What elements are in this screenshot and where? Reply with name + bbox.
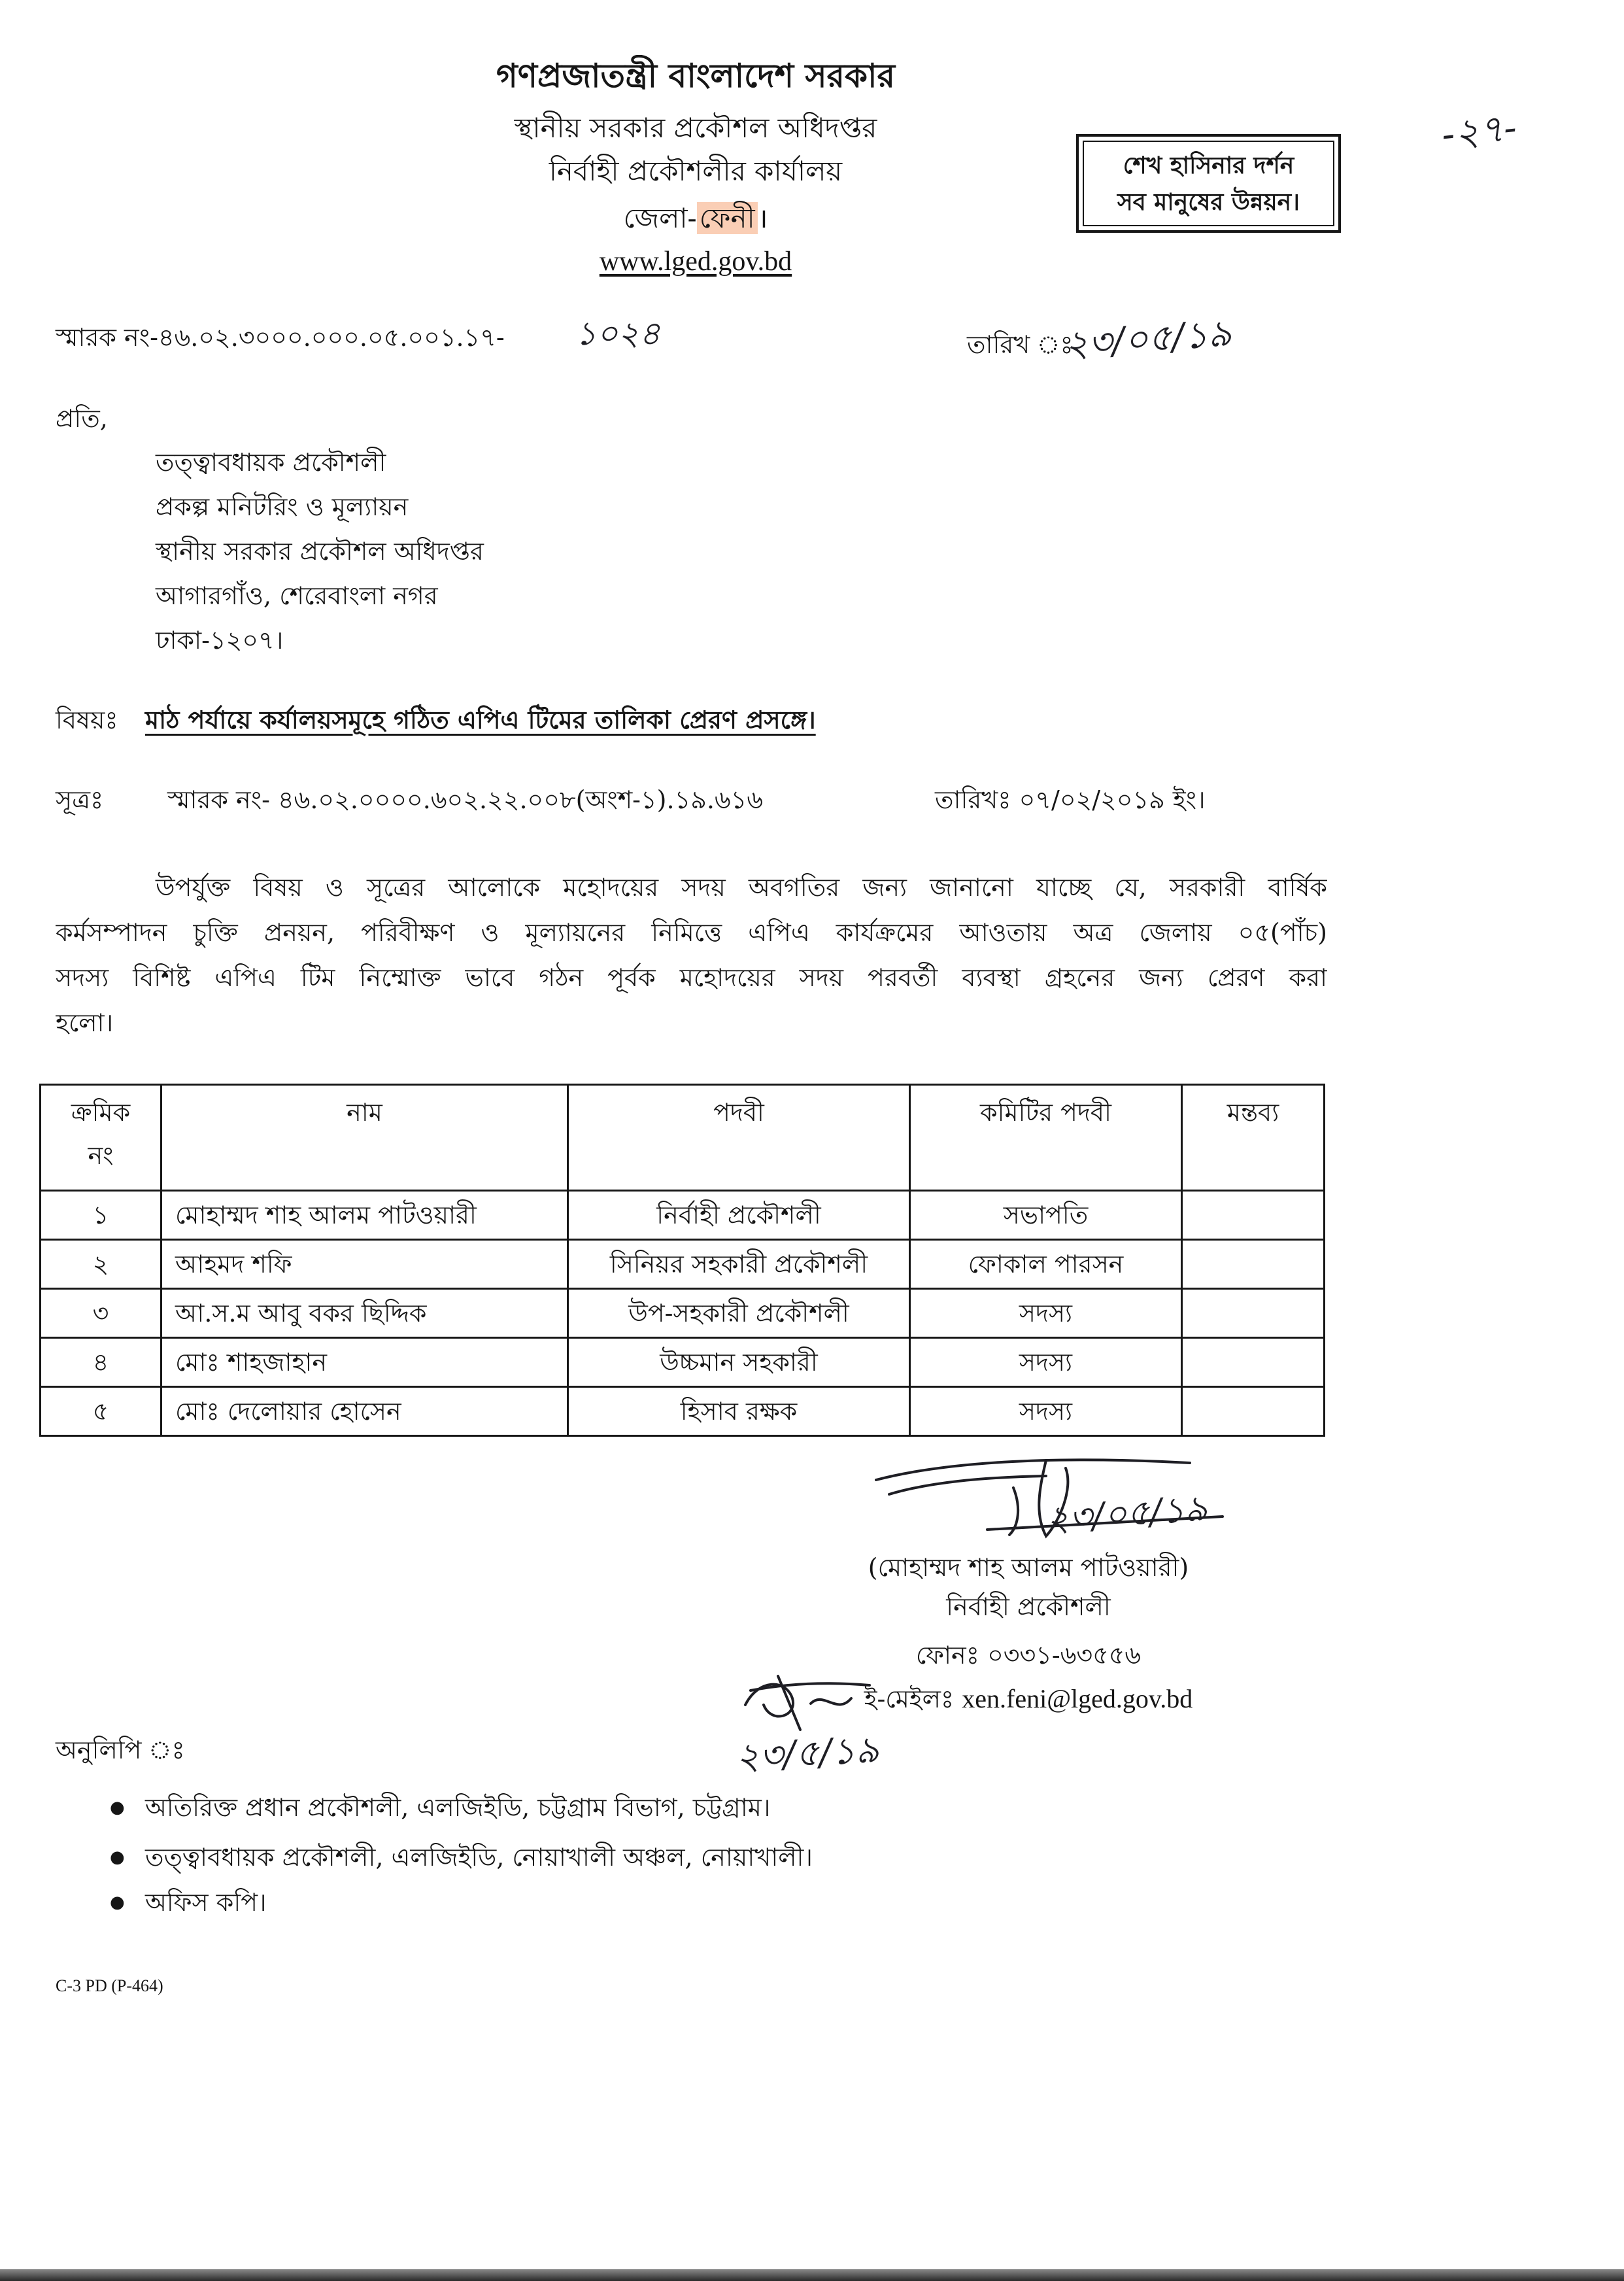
email-address: xen.feni@lged.gov.bd [962, 1684, 1193, 1713]
body-paragraph [56, 865, 1327, 1046]
cell-serial: ৩ [41, 1289, 161, 1338]
cell-remarks [1182, 1240, 1325, 1289]
office-name: নির্বাহী প্রকৌশলীর কার্যালয় [549, 155, 843, 187]
cell-designation: নির্বাহী প্রকৌশলী [568, 1191, 910, 1240]
subject-text: মাঠ পর্যায়ে কর্যালয়সমূহে গঠিত এপিএ টিমের তালিকা প্রেরণ প্রসঙ্গে। [145, 705, 816, 734]
website-link: www.lged.gov.bd [599, 247, 792, 277]
cell-name: মোঃ দেলোয়ার হোসেন [161, 1387, 568, 1436]
table-row [41, 1240, 1325, 1289]
cell-committee-role: সভাপতি [910, 1191, 1182, 1240]
body-line: উপর্যুক্ত বিষয় ও সূত্রের আলোকে মহোদয়ের সদয় অবগতির জন্য জানানো যাচ্ছে যে, সরকারী বার্ষিক [156, 873, 1327, 902]
table-row [41, 1387, 1325, 1436]
table-row [41, 1338, 1325, 1387]
header-designation: পদবী [568, 1085, 910, 1191]
cell-committee-role: সদস্য [910, 1338, 1182, 1387]
cell-remarks [1182, 1338, 1325, 1387]
email-label: ই-মেইলঃ [864, 1685, 955, 1713]
copy-to-item: অতিরিক্ত প্রধান প্রকৌশলী, এলজিইডি, চট্টগ্রাম বিভাগ, চট্টগ্রাম। [145, 1793, 771, 1822]
district-line [369, 199, 1023, 238]
copy-to-label: অনুলিপি ঃ [56, 1736, 185, 1764]
body-line: কর্মসম্পাদন চুক্তি প্রনয়ন, পরিবীক্ষণ ও মূল্যায়নের নিমিত্তে এপিএ কার্যক্রমের আওতায় অত্র জেলায় ০৫(পাঁচ) [56, 918, 1327, 947]
signature-date-handwritten: ২৩/০৫/১৯ [1045, 1487, 1209, 1540]
header-serial: ক্রমিক নং [41, 1085, 161, 1191]
cell-serial: ১ [41, 1191, 161, 1240]
cell-committee-role: সদস্য [910, 1289, 1182, 1338]
table-row [41, 1289, 1325, 1338]
district-suffix: । [757, 202, 768, 234]
cell-serial: ৫ [41, 1387, 161, 1436]
recipient-line: ঢাকা-১২০৭। [156, 626, 284, 655]
district-prefix: জেলা- [623, 202, 697, 234]
bullet-icon: ● [110, 1893, 125, 1912]
signatory-title: নির্বাহী প্রকৌশলী [946, 1592, 1111, 1621]
slogan-line-1: শেখ হাসিনার দর্শন [1123, 151, 1294, 179]
cell-name: আ.স.ম আবু বকর ছিদ্দিক [161, 1289, 568, 1338]
date-label: তারিখ ঃ [967, 330, 1074, 359]
slogan-line-2: সব মানুষের উন্নয়ন। [1117, 188, 1300, 216]
date-handwritten: ২৩/০৫/১৯ [1063, 312, 1233, 366]
cell-serial: ৪ [41, 1338, 161, 1387]
cell-name: মোহাম্মদ শাহ আলম পাটওয়ারী [161, 1191, 568, 1240]
salutation: প্রতি, [56, 404, 108, 433]
cell-name: মোঃ শাহজাহান [161, 1338, 568, 1387]
form-code: C-3 PD (P-464) [56, 1976, 163, 1995]
cell-designation: সিনিয়র সহকারী প্রকৌশলী [568, 1240, 910, 1289]
scan-edge-shadow [0, 2269, 1624, 2281]
recipient-line: তত্ত্বাবধায়ক প্রকৌশলী [156, 448, 386, 477]
body-line: সদস্য বিশিষ্ট এপিএ টিম নিম্মোক্ত ভাবে গঠন পূর্বক মহোদয়ের সদয় পরবর্তী ব্যবস্থা গ্রহনের জন্য প্রেরণ করা [56, 963, 1327, 992]
subject-label: বিষয়ঃ [56, 706, 118, 734]
memo-number-handwritten: ১০২৪ [575, 315, 660, 352]
cell-remarks [1182, 1289, 1325, 1338]
slogan-box-inner-border [1083, 141, 1334, 226]
cell-designation: উচ্চমান সহকারী [568, 1338, 910, 1387]
bullet-icon: ● [110, 1847, 125, 1867]
cell-designation: উপ-সহকারী প্রকৌশলী [568, 1289, 910, 1338]
recipient-address [156, 440, 484, 662]
handwritten-page-number: -২৭- [1439, 105, 1519, 157]
district-name-highlighted: ফেনী [697, 202, 758, 234]
reference-date: তারিখঃ ০৭/০২/২০১৯ ইং। [935, 785, 1206, 814]
header-name: নাম [161, 1085, 568, 1191]
government-title: গণপ্রজাতন্ত্রী বাংলাদেশ সরকার [496, 56, 895, 95]
cell-committee-role: ফোকাল পারসন [910, 1240, 1182, 1289]
initials-scribble [732, 1664, 883, 1736]
recipient-line: স্থানীয় সরকার প্রকৌশল অধিদপ্তর [156, 537, 484, 566]
recipient-line: প্রকল্প মনিটরিং ও মূল্যায়ন [156, 492, 409, 521]
signatory-phone: ফোনঃ ০৩৩১-৬৩৫৫৬ [915, 1641, 1142, 1670]
cell-designation: হিসাব রক্ষক [568, 1387, 910, 1436]
reference-memo-number: স্মারক নং- ৪৬.০২.০০০০.৬০২.২২.০০৮(অংশ-১).১৯.৬১৬ [167, 785, 764, 814]
memo-number: স্মারক নং-৪৬.০২.৩০০০.০০০.০৫.০০১.১৭- [56, 323, 505, 352]
header-remarks: মন্তব্য [1182, 1085, 1325, 1191]
copy-to-item: তত্ত্বাবধায়ক প্রকৌশলী, এলজিইডি, নোয়াখালী অঞ্চল, নোয়াখালী। [145, 1843, 813, 1872]
department-name: স্থানীয় সরকার প্রকৌশল অধিদপ্তর [514, 112, 877, 144]
initials-date-handwritten: ২৩/৫/১৯ [734, 1728, 881, 1779]
apa-team-table [39, 1084, 1325, 1437]
bullet-icon: ● [110, 1798, 125, 1817]
signatory-name: (মোহাম্মদ শাহ আলম পাটওয়ারী) [868, 1553, 1189, 1582]
copy-to-item: অফিস কপি। [145, 1888, 267, 1917]
cell-remarks [1182, 1191, 1325, 1240]
table-row [41, 1191, 1325, 1240]
recipient-line: আগারগাঁও, শেরেবাংলা নগর [156, 581, 438, 610]
reference-label: সূত্রঃ [56, 785, 104, 814]
cell-serial: ২ [41, 1240, 161, 1289]
table-header-row [41, 1085, 1325, 1191]
cell-name: আহমদ শফি [161, 1240, 568, 1289]
slogan-box [1076, 134, 1341, 233]
cell-remarks [1182, 1387, 1325, 1436]
body-line: হলো। [56, 1008, 114, 1037]
cell-committee-role: সদস্য [910, 1387, 1182, 1436]
header-committee-role: কমিটির পদবী [910, 1085, 1182, 1191]
